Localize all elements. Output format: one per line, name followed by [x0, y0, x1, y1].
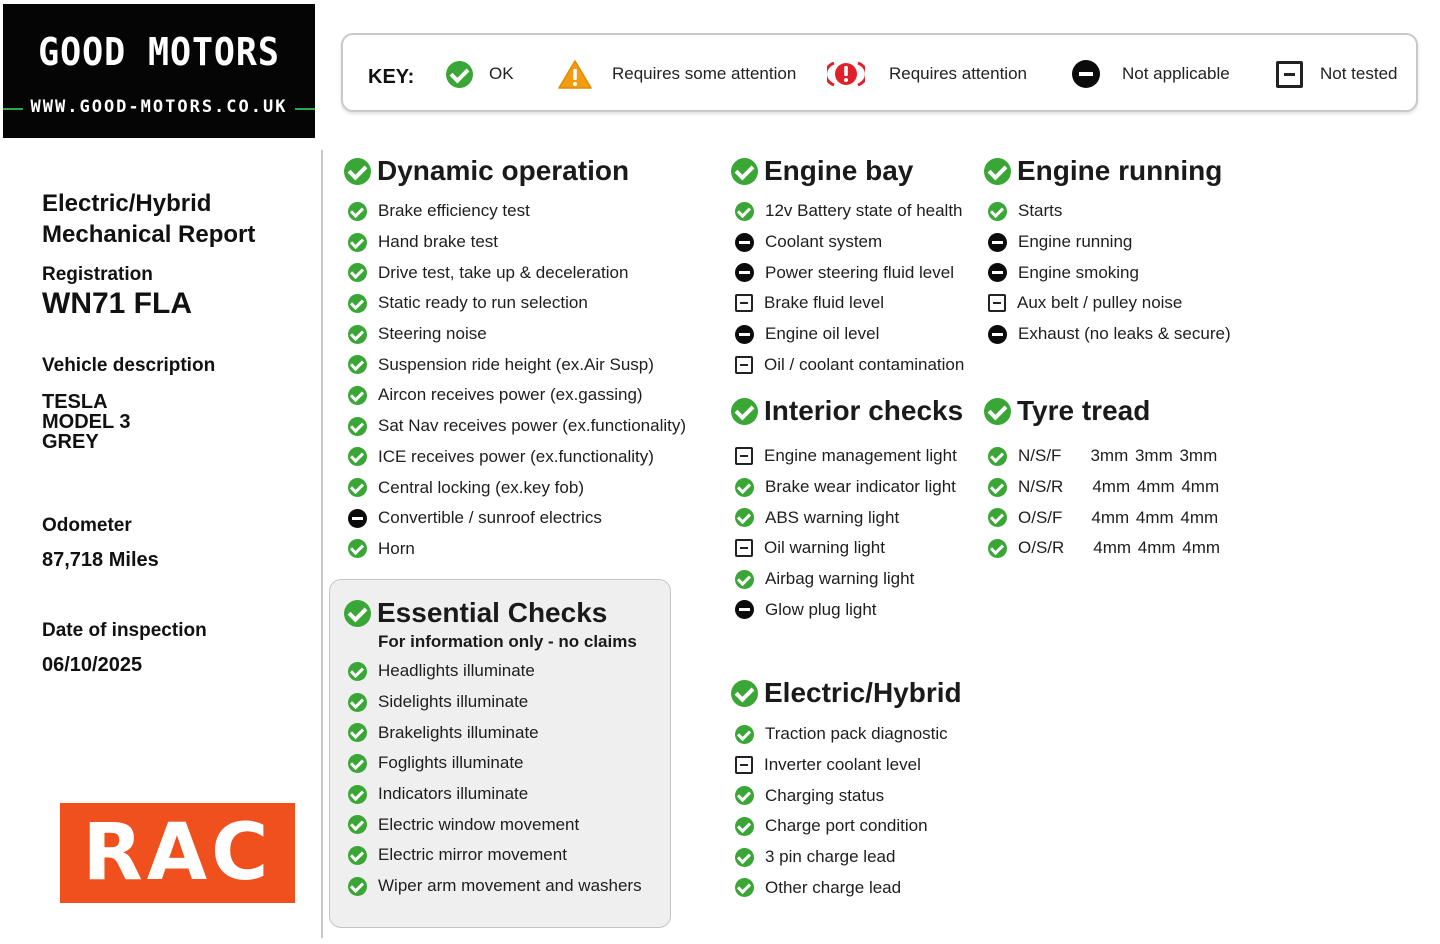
check-list — [731, 441, 963, 625]
check-item — [731, 842, 962, 873]
key-ok-label: OK — [489, 64, 514, 83]
check-item-label: Brake fluid level — [764, 293, 885, 313]
check-item — [344, 349, 686, 380]
section-title: Engine running — [1017, 155, 1223, 186]
key-attention-label: Requires attention — [889, 64, 1027, 83]
section-ok-icon — [344, 158, 371, 185]
not-applicable-icon — [1072, 60, 1100, 88]
ok-icon — [348, 723, 367, 742]
check-item-label: Power steering fluid level — [765, 262, 954, 282]
not-tested-icon — [735, 447, 753, 465]
check-item-label: Charge port condition — [765, 816, 928, 836]
key-not-applicable-label: Not applicable — [1122, 64, 1230, 83]
not-tested-icon — [988, 294, 1006, 312]
section-title: Engine bay — [764, 155, 914, 186]
section-ok-icon — [984, 398, 1011, 425]
section-electric-hybrid — [731, 676, 962, 903]
check-item — [344, 288, 686, 319]
check-item-label: 3 pin charge lead — [765, 847, 896, 867]
check-item — [344, 442, 686, 473]
section-ok-icon — [731, 398, 758, 425]
odometer-value: 87,718 Miles — [42, 549, 159, 571]
check-item-label: Wiper arm movement and washers — [378, 876, 642, 896]
check-item-label: Brake wear indicator light — [765, 477, 956, 497]
section-ok-icon — [731, 680, 758, 707]
registration-value: WN71 FLA — [42, 287, 192, 320]
check-item — [984, 319, 1231, 350]
check-item-label: Aux belt / pulley noise — [1017, 293, 1183, 313]
inspection-date-value: 06/10/2025 — [42, 654, 143, 676]
check-item-label: Inverter coolant level — [764, 755, 921, 775]
check-list — [984, 196, 1231, 349]
check-item — [731, 257, 964, 288]
tread-depth-value: 4mm 4mm 4mm — [1091, 507, 1219, 527]
report-title-line2: Mechanical Report — [42, 221, 256, 248]
not-applicable-icon — [735, 263, 754, 282]
not-tested-icon — [735, 539, 753, 557]
check-item — [731, 502, 963, 533]
ok-icon — [348, 846, 367, 865]
check-item — [731, 349, 964, 380]
check-item — [984, 227, 1231, 258]
ok-icon — [348, 877, 367, 896]
ok-icon — [348, 785, 367, 804]
not-applicable-icon — [988, 263, 1007, 282]
report-summary — [42, 188, 312, 677]
check-item-label: Aircon receives power (ex.gassing) — [378, 385, 643, 405]
ok-icon — [348, 539, 367, 558]
check-item-label: Indicators illuminate — [378, 784, 529, 804]
ok-icon — [735, 570, 754, 589]
check-item — [731, 472, 963, 503]
section-dynamic-operation — [344, 154, 686, 564]
check-item — [731, 872, 962, 903]
check-item — [984, 502, 1220, 533]
warning-icon — [558, 59, 592, 89]
ok-icon — [348, 233, 367, 252]
section-title: Tyre tread — [1017, 395, 1151, 426]
check-item-label: Charging status — [765, 785, 885, 805]
ok-icon — [348, 386, 367, 405]
key-some-attention-label: Requires some attention — [612, 64, 797, 83]
section-ok-icon — [344, 600, 371, 627]
check-item — [344, 472, 686, 503]
check-item-label: Electric window movement — [378, 814, 580, 834]
inspection-date-label: Date of inspection — [42, 620, 207, 641]
check-item — [344, 748, 642, 779]
ok-icon — [735, 202, 754, 221]
check-item-label: 12v Battery state of health — [765, 201, 963, 221]
essential-checks-subtitle: For information only - no claims — [378, 632, 637, 651]
ok-icon — [348, 325, 367, 344]
check-item — [344, 871, 642, 902]
check-item-label: Other charge lead — [765, 877, 902, 897]
check-item — [984, 196, 1231, 227]
ok-icon — [348, 355, 367, 374]
not-applicable-icon — [348, 509, 367, 528]
ok-icon — [988, 539, 1007, 558]
check-item-label: Oil warning light — [764, 538, 885, 558]
check-item-label: Brakelights illuminate — [378, 722, 539, 742]
section-title: Dynamic operation — [377, 155, 630, 186]
check-item — [344, 809, 642, 840]
not-tested-icon — [1276, 61, 1303, 88]
check-list — [344, 196, 686, 564]
ok-icon — [735, 848, 754, 867]
check-item — [344, 840, 642, 871]
key-attention — [827, 59, 1027, 89]
check-item-label: O/S/R — [1018, 538, 1065, 558]
check-item-label: Engine smoking — [1018, 262, 1139, 282]
check-item — [731, 441, 963, 472]
not-tested-icon — [735, 294, 753, 312]
not-applicable-icon — [988, 233, 1007, 252]
check-item-label: Engine oil level — [765, 324, 880, 344]
check-item — [344, 196, 686, 227]
check-item-label: Central locking (ex.key fob) — [378, 477, 584, 497]
check-item — [344, 503, 686, 534]
ok-icon — [735, 817, 754, 836]
check-item — [344, 779, 642, 810]
vehicle-description-label: Vehicle description — [42, 355, 216, 376]
check-item-label: Engine running — [1018, 232, 1133, 252]
key-not-tested-label: Not tested — [1320, 64, 1398, 83]
check-item — [731, 719, 962, 750]
vehicle-description — [42, 392, 312, 452]
ok-icon — [988, 202, 1007, 221]
check-item-label: Oil / coolant contamination — [764, 354, 965, 374]
check-list — [344, 656, 642, 902]
check-item-label: Foglights illuminate — [378, 753, 524, 773]
check-item — [344, 687, 642, 718]
ok-icon — [348, 294, 367, 313]
ok-icon — [348, 263, 367, 282]
section-title: Essential Checks — [377, 597, 608, 628]
check-item — [731, 227, 964, 258]
ok-icon — [988, 447, 1007, 466]
status-key — [341, 33, 1418, 112]
check-item — [984, 533, 1220, 564]
check-item — [984, 472, 1220, 503]
check-item — [344, 411, 686, 442]
tread-depth-value: 3mm 3mm 3mm — [1090, 446, 1218, 466]
check-item — [344, 717, 642, 748]
section-interior-checks — [731, 394, 963, 625]
ok-icon — [735, 478, 754, 497]
check-item — [344, 534, 686, 565]
key-some-attention — [558, 59, 796, 89]
check-item-label: Sidelights illuminate — [378, 692, 529, 712]
check-item-label: Suspension ride height (ex.Air Susp) — [378, 354, 654, 374]
ok-icon — [348, 662, 367, 681]
brand-name: GOOD MOTORS — [38, 30, 280, 74]
check-item-label: Static ready to run selection — [378, 293, 588, 313]
check-item-label: N/S/F — [1018, 446, 1062, 466]
section-ok-icon — [731, 158, 758, 185]
tread-depth-value: 4mm 4mm 4mm — [1092, 477, 1220, 497]
check-item — [731, 594, 963, 625]
rac-logo-text: RAC — [82, 808, 273, 898]
check-item — [731, 564, 963, 595]
check-item-label: Hand brake test — [378, 232, 499, 252]
check-item — [731, 750, 962, 781]
rac-logo — [60, 803, 295, 903]
column-divider — [321, 150, 323, 938]
check-item — [731, 319, 964, 350]
check-list — [731, 196, 964, 380]
ok-icon — [348, 693, 367, 712]
registration-label: Registration — [42, 264, 153, 285]
check-item — [731, 780, 962, 811]
section-engine-running — [984, 154, 1231, 349]
check-list — [984, 441, 1220, 564]
ok-icon — [988, 478, 1007, 497]
check-item-label: Starts — [1018, 201, 1063, 221]
check-item — [344, 257, 686, 288]
check-item-label: ICE receives power (ex.functionality) — [378, 446, 654, 466]
ok-icon — [348, 754, 367, 773]
tread-depth-value: 4mm 4mm 4mm — [1093, 538, 1221, 558]
not-tested-icon — [735, 356, 753, 374]
check-item-label: Traction pack diagnostic — [765, 724, 948, 744]
ok-icon — [348, 447, 367, 466]
vehicle-model: MODEL 3 — [42, 411, 131, 433]
key-not-tested — [1276, 59, 1398, 89]
check-item — [984, 288, 1231, 319]
check-item-label: ABS warning light — [765, 507, 900, 527]
ok-icon — [348, 815, 367, 834]
check-item-label: Coolant system — [765, 232, 883, 252]
not-applicable-icon — [735, 600, 754, 619]
vehicle-colour: GREY — [42, 431, 99, 453]
check-item — [344, 380, 686, 411]
ok-icon — [735, 878, 754, 897]
check-item — [731, 533, 963, 564]
check-list — [731, 719, 962, 903]
alert-icon — [827, 59, 865, 89]
check-item-label: Steering noise — [378, 324, 487, 344]
check-item-label: Drive test, take up & deceleration — [378, 262, 629, 282]
odometer-label: Odometer — [42, 515, 132, 536]
check-item — [344, 656, 642, 687]
not-applicable-icon — [988, 325, 1007, 344]
check-item-label: N/S/R — [1018, 477, 1064, 497]
ok-icon — [348, 417, 367, 436]
check-item-label: Horn — [378, 538, 415, 558]
ok-icon — [446, 61, 473, 88]
ok-icon — [735, 725, 754, 744]
check-item-label: Convertible / sunroof electrics — [378, 508, 602, 528]
section-engine-bay — [731, 154, 964, 380]
ok-icon — [348, 478, 367, 497]
check-item-label: O/S/F — [1018, 507, 1063, 527]
section-ok-icon — [984, 158, 1011, 185]
check-item — [344, 319, 686, 350]
ok-icon — [988, 508, 1007, 527]
key-not-applicable — [1072, 59, 1230, 89]
check-item — [984, 257, 1231, 288]
check-item-label: Headlights illuminate — [378, 661, 535, 681]
brand-url: WWW.GOOD-MOTORS.CO.UK — [23, 97, 296, 117]
key-ok — [446, 59, 514, 89]
not-tested-icon — [735, 756, 753, 774]
check-item-label: Electric mirror movement — [378, 845, 567, 865]
report-title-line1: Electric/Hybrid — [42, 190, 212, 217]
not-applicable-icon — [735, 233, 754, 252]
check-item-label: Exhaust (no leaks & secure) — [1018, 324, 1231, 344]
check-item-label: Sat Nav receives power (ex.functionality) — [378, 416, 687, 436]
check-item-label: Glow plug light — [765, 599, 877, 619]
check-item — [731, 811, 962, 842]
not-applicable-icon — [735, 325, 754, 344]
ok-icon — [348, 202, 367, 221]
check-item — [731, 288, 964, 319]
ok-icon — [735, 786, 754, 805]
check-item — [984, 441, 1220, 472]
section-title: Interior checks — [764, 395, 964, 426]
section-title: Electric/Hybrid — [764, 677, 962, 708]
vehicle-make: TESLA — [42, 391, 108, 413]
key-label: KEY: — [368, 66, 415, 88]
good-motors-logo — [3, 4, 315, 138]
check-item-label: Brake efficiency test — [378, 201, 530, 221]
check-item — [731, 196, 964, 227]
check-item-label: Airbag warning light — [765, 569, 915, 589]
ok-icon — [735, 508, 754, 527]
check-item-label: Engine management light — [764, 446, 957, 466]
section-essential-checks — [344, 596, 642, 902]
section-tyre-tread — [984, 394, 1220, 564]
check-item — [344, 227, 686, 258]
